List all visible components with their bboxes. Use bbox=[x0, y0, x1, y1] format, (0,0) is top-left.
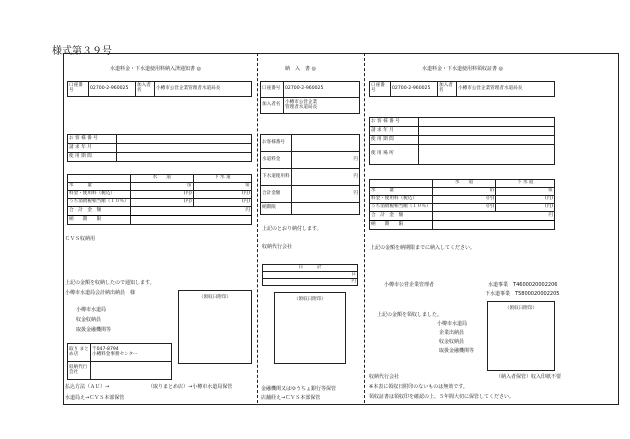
right-water-fee: (円) bbox=[432, 196, 496, 204]
right-account-label: 口座番号 bbox=[370, 82, 391, 97]
left-billing-month-value bbox=[117, 144, 252, 153]
middle-paid-note: 上記のとおり納付します。 bbox=[262, 226, 322, 232]
right-account-number: 02700-2-960025 bbox=[391, 82, 438, 97]
middle-subscriber-line1: 小樽市公営企業 bbox=[285, 99, 318, 105]
left-footer3: 水道局え→ＣＶＳ本部保管 bbox=[65, 395, 125, 401]
middle-collector: 収納代行会社 bbox=[262, 244, 293, 250]
right-sewer-tax: (円) bbox=[496, 204, 555, 212]
middle-footer1: 金融機関又はゆうちょ銀行等保管 bbox=[261, 386, 337, 392]
left-footer1: 払込方法（ＡＵ）→ bbox=[65, 384, 110, 390]
left-account-label: 口座番号 bbox=[68, 82, 89, 97]
middle-deadline-value bbox=[292, 203, 360, 215]
left-water-fee: (円) bbox=[130, 191, 193, 199]
left-total-value: 円 bbox=[130, 207, 251, 216]
right-dept2: 企業出納員 bbox=[439, 330, 465, 336]
right-place-value bbox=[419, 145, 555, 165]
right-note2: 領収証書は領収印を確認の上、５年間大切に保管してください。 bbox=[369, 394, 515, 400]
right-subscriber-name: 小樽市公営企業管理者水道局長 bbox=[457, 82, 555, 97]
left-account-table bbox=[67, 81, 252, 97]
right-title: 水道料金・下水道使用料領収証書 ◎ bbox=[422, 66, 503, 72]
middle-total-label: 合計金額 bbox=[261, 186, 292, 203]
right-amount-table bbox=[369, 179, 555, 230]
middle-subscriber-name bbox=[284, 98, 360, 114]
middle-sewer-fee-label: 下水道使用料 bbox=[261, 169, 292, 186]
right-dept1: 小樽市水道局 bbox=[437, 321, 468, 327]
right-issuer: 小樽市公営企業管理者 bbox=[384, 282, 435, 288]
left-tax-label: うち消費税相当額（１０％） bbox=[68, 199, 131, 207]
middle-title: 納 入 書 ◎ bbox=[285, 66, 316, 72]
left-total-label: 合 計 金 額 bbox=[68, 207, 131, 216]
divider-right bbox=[364, 53, 365, 403]
right-billing-month-value bbox=[419, 127, 555, 136]
right-biz1: 水道事業 T4600020002206 bbox=[488, 282, 558, 288]
right-sewer-unit: ㎥ bbox=[496, 188, 555, 196]
middle-customer-no-label: お客様番号 bbox=[261, 135, 292, 152]
left-sewer-unit: ㎥ bbox=[193, 183, 251, 191]
left-dept3: 取扱金融機関等 bbox=[76, 327, 112, 333]
middle-subscriber-line2: 管理者水道局長 bbox=[285, 104, 318, 110]
middle-daily-yen: 円 bbox=[263, 279, 358, 286]
left-handling-label: 取り まとめ店 bbox=[68, 344, 91, 362]
middle-customer-no-value bbox=[292, 135, 360, 152]
left-customer-no-value bbox=[117, 135, 252, 144]
divider-left bbox=[257, 53, 258, 403]
left-receipt-stamp: （領収日附印） bbox=[178, 290, 252, 364]
middle-daily-label: 日 計 bbox=[263, 265, 358, 272]
left-info-table bbox=[67, 134, 252, 162]
middle-daily-table bbox=[262, 264, 358, 286]
right-sewer-fee: (円) bbox=[496, 196, 555, 204]
right-volume-label: 水 量 bbox=[370, 188, 433, 196]
right-received: 上記の金額を領収しました。 bbox=[377, 312, 443, 318]
left-water-header: 水 道 bbox=[130, 175, 193, 183]
middle-account-label: 口座番号 bbox=[261, 82, 284, 98]
right-subscriber-label: 加入者名 bbox=[438, 82, 457, 97]
right-billing-month-label: 請 求 年 月 bbox=[370, 127, 419, 136]
right-pay-note: 上記の金額を納期限までに納入してください。 bbox=[370, 245, 476, 251]
right-water-unit: ㎥ bbox=[432, 188, 496, 196]
middle-water-fee-value: 円 bbox=[292, 152, 360, 169]
left-customer-no-label: お 客 様 番 号 bbox=[68, 135, 117, 144]
left-cvs-label: ＣＶＳ収納用 bbox=[65, 236, 96, 242]
right-dept4: 取扱金融機関等 bbox=[439, 348, 475, 354]
left-addressee: 小樽市水道局会計納出納員 様 bbox=[65, 290, 136, 296]
left-deadline-value bbox=[130, 216, 251, 225]
left-fee-label: 料金・使用料（税込） bbox=[68, 191, 131, 199]
left-collector-value bbox=[91, 362, 172, 380]
right-amount-header-blank bbox=[370, 180, 433, 188]
left-handling-table bbox=[67, 343, 172, 380]
left-center: 小樽料金事務センター bbox=[92, 351, 138, 357]
right-dept3: 収金収納員 bbox=[439, 339, 465, 345]
left-sewer-tax: (円) bbox=[193, 199, 251, 207]
middle-total-value: 円 bbox=[292, 186, 360, 203]
left-postal: 〒047-8794 bbox=[92, 346, 119, 352]
left-period-value bbox=[117, 153, 252, 162]
left-amount-table bbox=[67, 174, 252, 225]
right-receipt-stamp: （領収日附印） bbox=[487, 301, 555, 371]
middle-amount-table bbox=[260, 134, 360, 215]
middle-subscriber-label: 加入者名 bbox=[261, 98, 284, 114]
left-volume-label: 水 量 bbox=[68, 183, 131, 191]
middle-daily-day: 日 bbox=[263, 272, 358, 279]
left-deadline-label: 納 期 限 bbox=[68, 216, 131, 225]
right-account-table bbox=[369, 81, 555, 97]
left-footer2: （取りまとめ店）→小樽市水道局保管 bbox=[148, 384, 233, 390]
right-deadline-label: 納 期 限 bbox=[370, 221, 433, 230]
left-sewer-header: 下 水 道 bbox=[193, 175, 251, 183]
right-collector: 収納代行会社 bbox=[369, 374, 400, 380]
right-fee-label: 料金・使用料（税込） bbox=[370, 196, 433, 204]
left-subscriber-name: 小樽市公営企業管理者水道局長 bbox=[155, 82, 252, 97]
middle-footer2: 店舗経え→ＣＶＳ本部保管 bbox=[261, 395, 321, 401]
right-water-tax: (円) bbox=[432, 204, 496, 212]
form-number: 様式第３９号 bbox=[52, 46, 112, 57]
left-water-tax: (円) bbox=[130, 199, 193, 207]
left-collector-label: 収納代行会社 bbox=[68, 362, 91, 380]
right-water-header: 水 道 bbox=[432, 180, 496, 188]
middle-receipt-stamp: （領収日附印） bbox=[274, 292, 346, 364]
left-handling-value bbox=[91, 344, 172, 362]
middle-account-table bbox=[260, 81, 360, 114]
left-sewer-fee: (円) bbox=[193, 191, 251, 199]
right-sewer-header: 下 水 道 bbox=[496, 180, 555, 188]
right-info-table bbox=[369, 117, 555, 165]
middle-deadline-label: 納期限 bbox=[261, 203, 292, 215]
left-dept2: 収金収納員 bbox=[76, 317, 102, 323]
right-customer-no-label: お 客 様 番 号 bbox=[370, 118, 419, 127]
left-billing-month-label: 請 求 年 月 bbox=[68, 144, 117, 153]
right-stamp-note: （納入者保管）収入印紙不要 bbox=[496, 374, 562, 380]
right-period-value bbox=[419, 136, 555, 145]
middle-account-number: 02700-2-960025 bbox=[284, 82, 360, 98]
right-note1: ※本表に領収日附印のないものは無効です。 bbox=[369, 384, 468, 390]
left-subscriber-label: 加入者名 bbox=[136, 82, 155, 97]
left-notice: 上記の金額を収納したので通知します。 bbox=[65, 280, 155, 286]
middle-water-fee-label: 水道料金 bbox=[261, 152, 292, 169]
right-customer-no-value bbox=[419, 118, 555, 127]
left-amount-header-blank bbox=[68, 175, 131, 183]
right-total-value: 円 bbox=[432, 212, 554, 221]
right-biz2: 下水道事業 T5800020002205 bbox=[485, 291, 560, 297]
left-dept1: 小樽市水道局 bbox=[76, 307, 107, 313]
left-water-unit: ㎥ bbox=[130, 183, 193, 191]
right-deadline-value bbox=[432, 221, 554, 230]
right-total-label: 合 計 金 額 bbox=[370, 212, 433, 221]
left-title: 水道料金・下水道使用料納入済通知書 ◎ bbox=[110, 66, 201, 72]
right-period-label: 使 用 期 間 bbox=[370, 136, 419, 145]
right-place-label: 使 用 場 所 bbox=[370, 145, 419, 165]
left-account-number: 02700-2-960025 bbox=[89, 82, 136, 97]
middle-sewer-fee-value: 円 bbox=[292, 169, 360, 186]
left-period-label: 使 用 期 間 bbox=[68, 153, 117, 162]
right-tax-label: うち消費税相当額（１０％） bbox=[370, 204, 433, 212]
